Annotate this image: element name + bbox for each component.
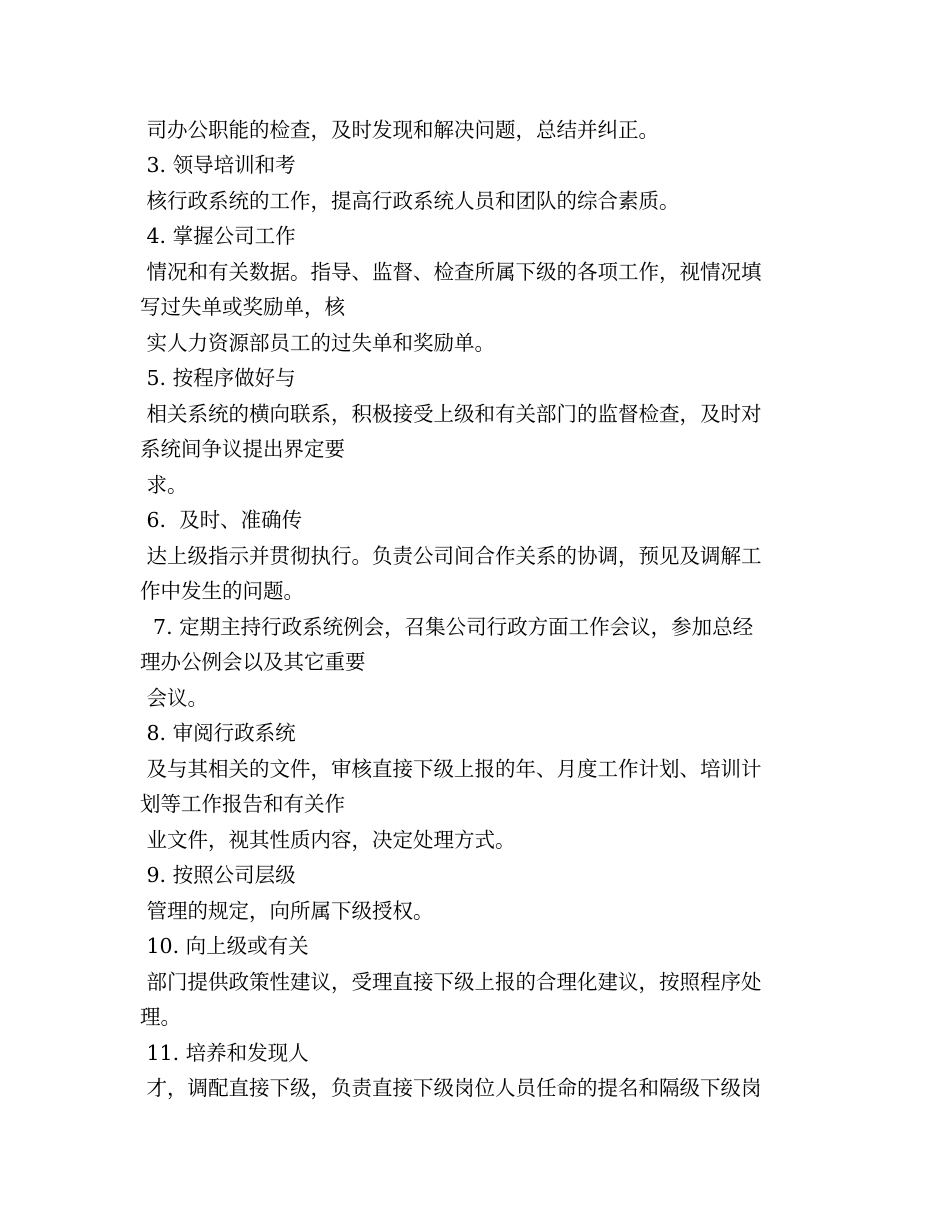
text-line: 达上级指示并贯彻执行。负责公司间合作关系的协调，预见及调解工	[140, 544, 762, 568]
text-line: 司办公职能的检查，及时发现和解决问题，总结并纠正。	[140, 118, 660, 142]
text-line: 3. 领导培训和考	[140, 153, 296, 177]
text-line: 8. 审阅行政系统	[140, 721, 296, 745]
text-line: 核行政系统的工作，提高行政系统人员和团队的综合素质。	[140, 189, 680, 213]
text-line: 相关系统的横向联系，积极接受上级和有关部门的监督检查，及时对	[140, 402, 762, 426]
text-line: 写过失单或奖励单，核	[140, 295, 345, 319]
text-line: 5. 按程序做好与	[140, 366, 296, 390]
text-line: 及与其相关的文件，审核直接下级上报的年、月度工作计划、培训计	[140, 757, 762, 781]
text-line: 作中发生的问题。	[140, 579, 304, 603]
text-line: 7. 定期主持行政系统例会，召集公司行政方面工作会议，参加总经	[140, 615, 754, 639]
text-line: 才，调配直接下级，负责直接下级岗位人员任命的提名和隔级下级岗	[140, 1076, 762, 1100]
text-line: 部门提供政策性建议，受理直接下级上报的合理化建议，按照程序处	[140, 970, 762, 994]
text-line: 4. 掌握公司工作	[140, 224, 296, 248]
text-line: 系统间争议提出界定要	[140, 437, 345, 461]
text-line: 9. 按照公司层级	[140, 863, 296, 887]
text-line: 11. 培养和发现人	[140, 1041, 309, 1065]
text-line: 业文件，视其性质内容，决定处理方式。	[140, 828, 516, 852]
text-line: 求。	[140, 473, 188, 497]
text-line: 管理的规定，向所属下级授权。	[140, 899, 434, 923]
text-line: 实人力资源部员工的过失单和奖励单。	[140, 331, 496, 355]
text-line: 6. 及时、准确传	[140, 508, 303, 532]
text-line: 理办公例会以及其它重要	[140, 650, 366, 674]
text-line: 10. 向上级或有关	[140, 934, 309, 958]
text-line: 情况和有关数据。指导、监督、检查所属下级的各项工作，视情况填	[140, 260, 762, 284]
text-line: 理。	[140, 1005, 181, 1029]
text-line: 会议。	[140, 686, 209, 710]
text-line: 划等工作报告和有关作	[140, 792, 345, 816]
